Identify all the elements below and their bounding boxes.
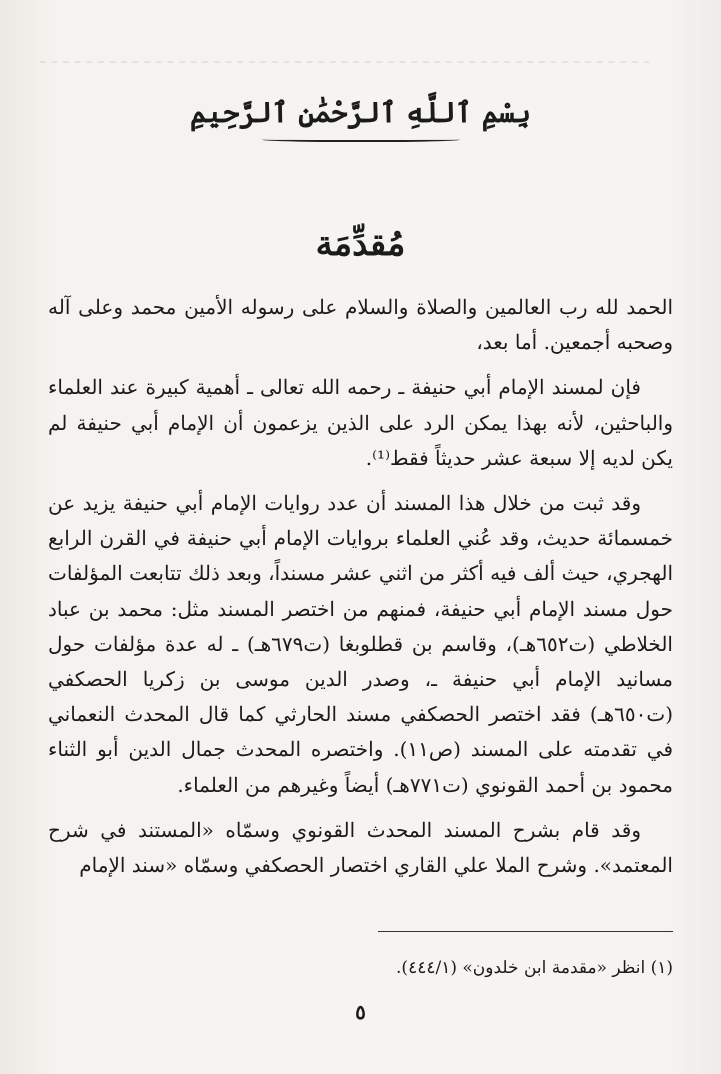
page-number: ٥ (355, 1000, 366, 1024)
basmala-ornament (262, 136, 460, 142)
page-title: مُقدِّمَة (315, 224, 406, 264)
footnote: (١) انظر «مقدمة ابن خلدون» (٤٤٤/١). (396, 958, 673, 978)
paragraph: فإن لمسند الإمام أبي حنيفة ـ رحمه الله تعالى ـ أهمية كبيرة عند العلماء والباحثين، لأنه بهذا يمكن الرد على الذين يزعمون أن الإمام أبي حنيفة لم يكن لديه إلا سبعة عشر حديثاً فقط⁽¹⁾. (48, 375, 673, 470)
body-text (48, 290, 673, 883)
bleed-through-text: ـ ـ ـ ـ ـ ـ ـ ـ ـ ـ ـ ـ ـ ـ ـ ـ ـ ـ ـ ـ ـ ـ ـ ـ ـ ـ ـ ـ ـ ـ ـ ـ ـ ـ ـ ـ ـ ـ ـ ـ ـ ـ ـ ـ ـ ـ ـ ـ ـ ـ ـ ـ ـ (40, 46, 650, 68)
paragraph: وقد ثبت من خلال هذا المسند أن عدد روايات الإمام أبي حنيفة يزيد عن خمسمائة حديث، وقد عُني العلماء بروايات الإمام أبي حنيفة في القرن الرابع الهجري، حيث ألف فيه أكثر من اثني عشر مسنداً، وبعد ذلك تتابعت المؤلفات حول مسند الإمام أبي حنيفة، فمنهم من اختصر المسند مثل: محمد بن عباد الخلاطي (ت٦٥٢هـ)، وقاسم بن قطلوبغا (ت٦٧٩هـ) ـ له عدة مؤلفات حول مسانيد الإمام أبي حنيفة ـ، وصدر الدين موسى بن زكريا الحصكفي (ت٦٥٠هـ) فقد اختصر الحصكفي مسند الحارثي كما قال المحدث النعماني في تقدمته على المسند (ص١١). واختصره المحدث جمال الدين أبو الثناء محمود بن أحمد القونوي (ت٧٧١هـ) أيضاً وغيرهم من العلماء. (48, 491, 674, 797)
basmala: بِسْمِ ٱللَّهِ ٱلرَّحْمَٰنِ ٱلرَّحِيمِ (190, 96, 531, 129)
footnote-divider (378, 931, 673, 932)
paragraph: وقد قام بشرح المسند المحدث القونوي وسمّاه «المستند في شرح المعتمد». وشرح الملا علي القاري اختصار الحصكفي وسمّاه «سند الإمام (48, 817, 673, 878)
paragraph: الحمد لله رب العالمين والصلاة والسلام على رسوله الأمين محمد وعلى آله وصحبه أجمعين. أما بعد، (48, 295, 673, 355)
